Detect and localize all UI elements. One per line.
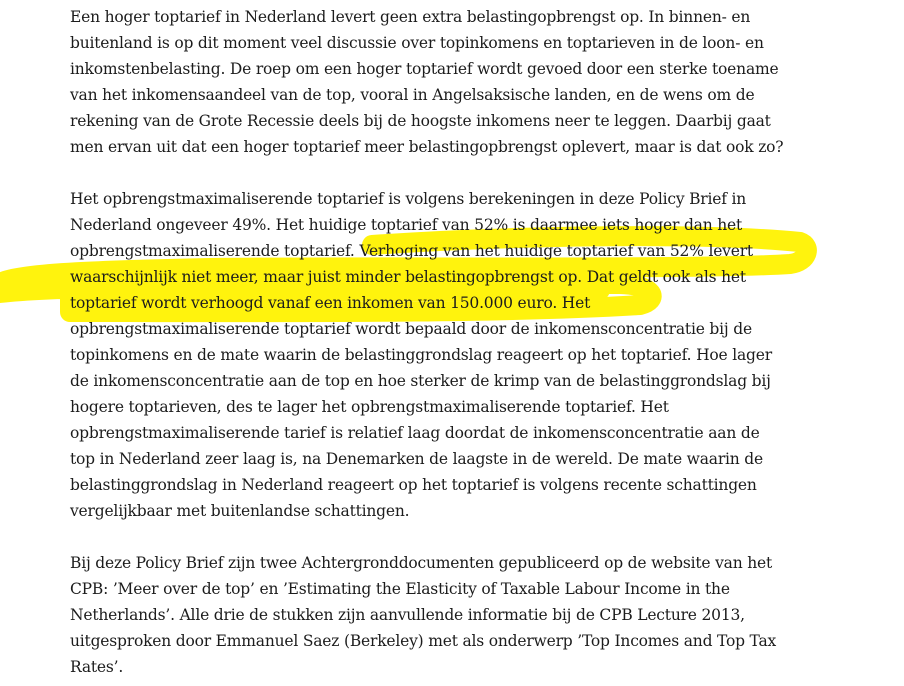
text-line: Netherlands’. Alle drie de stukken zijn aanvullende informatie bij de CPB Lecture 2013, [70,606,745,624]
paragraph-intro [70,4,870,160]
text-line: de inkomensconcentratie aan de top en hoe sterker de krimp van de belastinggrondslag bij [70,372,771,390]
highlighted-text: waarschijnlijk niet meer, maar juist minder belastingopbrengst op. Dat geldt ook als het [70,268,746,286]
text-line: Bij deze Policy Brief zijn twee Achtergronddocumenten gepubliceerd op de website van het [70,554,772,572]
text-line: topinkomens en de mate waarin de belastinggrondslag reageert op het toptarief. Hoe lager [70,346,772,364]
text-line: Een hoger toptarief in Nederland levert geen extra belastingopbrengst op. In binnen- en [70,8,751,26]
text-line: van het inkomensaandeel van de top, vooral in Angelsaksische landen, en de wens om de [70,86,755,104]
text-line: hogere toptarieven, des te lager het opbrengstmaximaliserende toptarief. Het [70,398,669,416]
highlighted-text: Verhoging van het huidige toptarief van 52% levert [359,242,753,260]
paragraph-background-docs [70,550,870,680]
text-line [70,264,870,290]
text-line: belastinggrondslag in Nederland reageert op het toptarief is volgens recente schattingen [70,476,757,494]
text-line: CPB: ’Meer over de top’ en ’Estimating the Elasticity of Taxable Labour Income in the [70,580,730,598]
highlighted-text: toptarief wordt verhoogd vanaf een inkomen van 150.000 euro. [70,294,558,312]
text-segment: opbrengstmaximaliserende toptarief. [70,242,360,260]
text-line: men ervan uit dat een hoger toptarief meer belastingopbrengst oplevert, maar is dat ook zo? [70,138,784,156]
text-line [70,238,870,264]
text-line: top in Nederland zeer laag is, na Denemarken de laagste in de wereld. De mate waarin de [70,450,764,468]
text-line: uitgesproken door Emmanuel Saez (Berkeley) met als onderwerp ’Top Incomes and Top Tax [70,632,777,650]
text-line: opbrengstmaximaliserende tarief is relatief laag doordat de inkomensconcentratie aan de [70,424,760,442]
text-line: Rates’. [70,658,124,676]
paragraph-findings [70,186,870,524]
text-line [70,290,870,316]
text-line: inkomstenbelasting. De roep om een hoger toptarief wordt gevoed door een sterke toename [70,60,779,78]
text-line: Nederland ongeveer 49%. Het huidige toptarief van 52% is daarmee iets hoger dan het [70,216,742,234]
text-segment: Het [557,294,591,312]
text-line: Het opbrengstmaximaliserende toptarief is volgens berekeningen in deze Policy Brief in [70,190,747,208]
text-line: rekening van de Grote Recessie deels bij de hoogste inkomens neer te leggen. Daarbij gaat [70,112,771,130]
text-line: buitenland is op dit moment veel discussie over topinkomens en toptarieven in de loon- en [70,34,764,52]
text-line: vergelijkbaar met buitenlandse schattingen. [70,502,410,520]
text-line: opbrengstmaximaliserende toptarief wordt bepaald door de inkomensconcentratie bij de [70,320,752,338]
